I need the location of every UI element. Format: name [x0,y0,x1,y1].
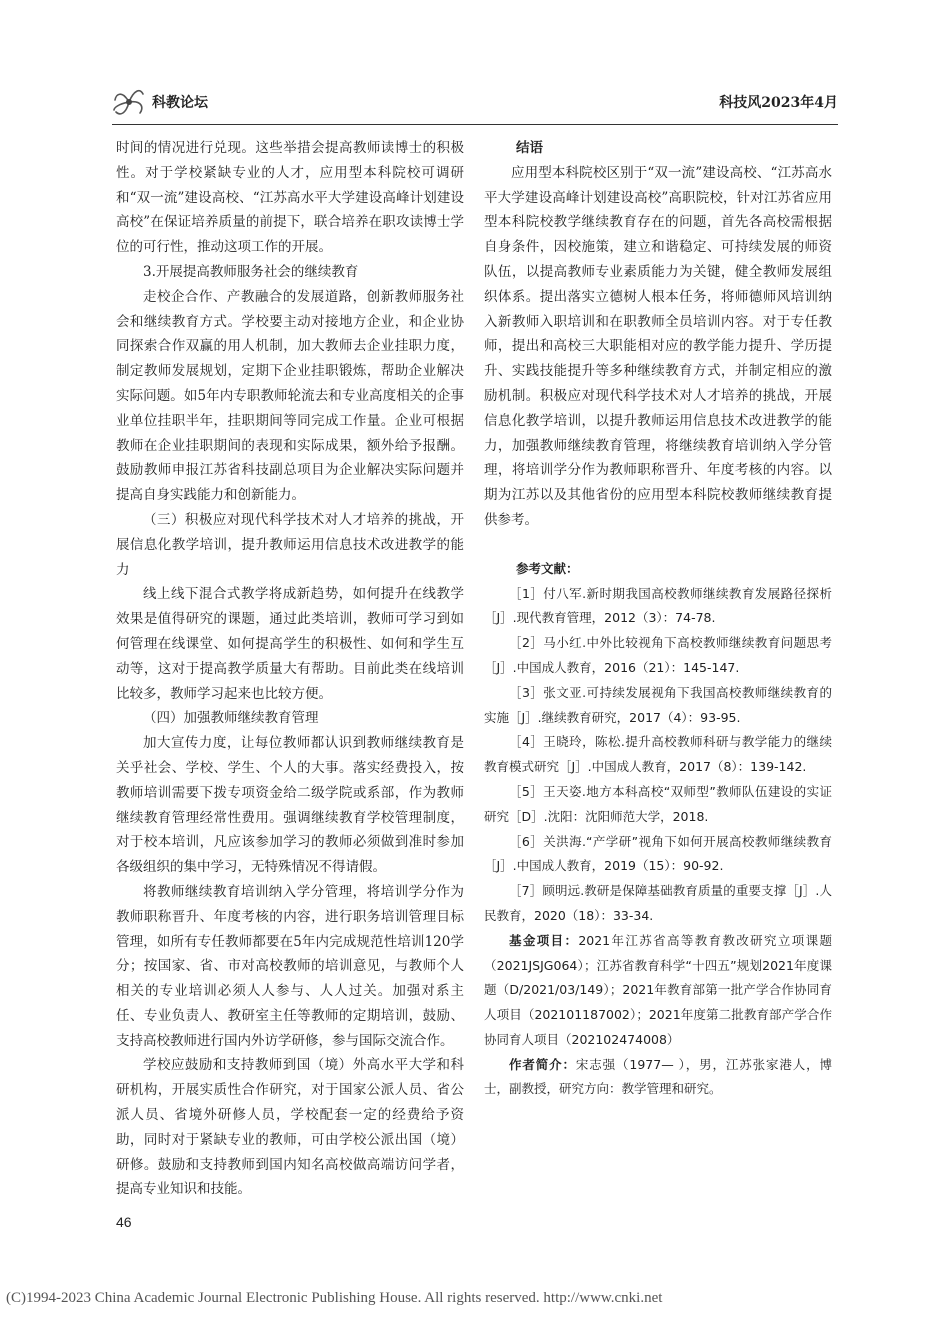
copyright-notice: (C)1994-2023 China Academic Journal Electronic Publishing House. All rights reserved. http://www.cnki.net [6,1290,663,1306]
conclusion-title: 结语 [516,140,543,156]
page-number: 46 [116,1214,132,1230]
conclusion-paragraph: 应用型本科院校区别于“双一流”建设高校、“江苏高水平大学建设高峰计划建设高校”高职院校，针对江苏省应用型本科院校教学继续教育存在的问题，首先各高校需根据自身条件，因校施策，建立和谐稳定、可持续发展的师资队伍，以提高教师专业素质能力为关键，健全教师发展组织体系。提出落实立德树人根本任务，将师德师风培训纳入新教师入职培训和在职教师全员培训内容。对于专任教师，提出和高校三大职能相对应的教学能力提升、学历提升、实践技能提升等多种继续教育方式，并制定相应的激励机制。积极应对现代科学技术对人才培养的挑战，开展信息化教学培训，以提升教师运用信息技术改进教学的能力，加强教师继续教育管理，将继续教育培训纳入学分管理，将培训学分作为教师职称晋升、年度考核的内容。以期为江苏以及其他省份的应用型本科院校教师继续教育提供参考。 [484,164,832,528]
section-heading: 3.开展提高教师服务社会的继续教育 [143,263,359,280]
reference-item: ［3］张文亚.可持续发展视角下我国高校教师继续教育的实施［J］.继续教育研究，2017（4）：93-95. [484,684,832,725]
header-rule [112,124,838,125]
fund-label: 基金项目： [509,932,579,948]
reference-item: ［7］顾明远.教研是保障基础教育质量的重要支撑［J］.人民教育，2020（18）：33-34. [484,883,832,923]
author-info [484,1053,832,1103]
paragraph: 加大宣传力度，让每位教师都认识到教师继续教育是关乎社会、学校、学生、个人的大事。落实经费投入，按教师培训需要下拨专项资金给二级学院或系部，作为教师继续教育管理经常性费用。强调继续教育学校管理制度，对于校本培训，凡应该参加学习的教师必须做到准时参加各级组织的集中学习，无特殊情况不得请假。 [116,735,464,876]
section-heading: （三）积极应对现代科学技术对人才培养的挑战，开展信息化教学培训，提升教师运用信息技术改进教学的能力 [116,511,464,578]
page-header [112,86,838,118]
author-text: 宋志强（1977— ），男，江苏张家港人，博士，副教授，研究方向：教学管理和研究。 [484,1056,832,1097]
reference-item: ［6］关洪海.“产学研”视角下如何开展高校教师继续教育［J］.中国成人教育，2019（15）：90-92. [484,833,832,874]
references-title: 参考文献： [516,560,579,576]
journal-name: 科教论坛 [152,95,208,111]
paragraph: 时间的情况进行兑现。这些举措会提高教师读博士的积极性。对于学校紧缺专业的人才，应用型本科院校可调研和“双一流”建设高校、“江苏高水平大学建设高峰计划建设高校”在保证培养质量的前提下，联合培养在职攻读博士学位的可行性，推动这项工作的开展。 [116,140,464,256]
paragraph: 学校应鼓励和支持教师到国（境）外高水平大学和科研机构，开展实质性合作研究，对于国家公派人员、省公派人员、省境外研修人员，学校配套一定的经费给予资助，同时对于紧缺专业的教师，可由学校公派出国（境）研修。鼓励和支持教师到国内知名高校做高端访问学者，提高专业知识和技能。 [116,1057,464,1198]
paragraph: 将教师继续教育培训纳入学分管理，将培训学分作为教师职称晋升、年度考核的内容，进行职务培训管理目标管理，如所有专任教师都要在5年内完成规范性培训120学分；按国家、省、市对高校教师的培训意见，与教师个人相关的专业培训必须人人参与、人人过关。加强对系主任、专业负责人、教研室主任等教师的定期培训，鼓励、支持高校教师进行国内外访学研修，参与国际交流合作。 [116,883,464,1049]
journal-logo-icon [112,86,146,118]
references [484,557,832,1103]
author-label: 作者简介： [509,1056,576,1072]
paragraph: 走校企合作、产教融合的发展道路，创新教师服务社会和继续教育方式。学校要主动对接地方企业，和企业协同探索合作双赢的用人机制，加大教师去企业挂职力度，制定教师发展规划，定期下企业挂职锻炼，帮助企业解决实际问题。如5年内专职教师轮流去和专业高度相关的企事业单位挂职半年，挂职期间等同完成工作量。企业可根据教师在企业挂职期间的表现和实际成果，额外给予报酬。鼓励教师申报江苏省科技副总项目为企业解决实际问题并提高自身实践能力和创新能力。 [116,288,464,504]
paragraph: 线上线下混合式教学将成新趋势，如何提升在线教学效果是值得研究的课题，通过此类培训，教师可学习到如何管理在线课堂、如何提高学生的积极性、如何和学生互动等，这对于提高教学质量大有帮助。目前此类在线培训比较多，教师学习起来也比较方便。 [116,586,464,702]
reference-item: ［4］王晓玲，陈松.提升高校教师科研与教学能力的继续教育模式研究［J］.中国成人教育，2017（8）：139-142. [484,734,832,775]
reference-item: ［5］王天姿.地方本科高校“双师型”教师队伍建设的实证研究［D］.沈阳：沈阳师范大学，2018. [484,783,832,824]
reference-item: ［1］付八军.新时期我国高校教师继续教育发展路径探析［J］.现代教育管理，2012（3）：74-78. [484,585,832,626]
right-column [484,136,832,1102]
left-column [116,136,464,1202]
section-heading: （四）加强教师继续教育管理 [143,710,319,727]
journal-issue: 科技风2023年4月 [719,95,838,111]
reference-item: ［2］马小红.中外比较视角下高校教师继续教育问题思考［J］.中国成人教育，2016（21）：145-147. [484,635,832,675]
fund-text: 2021年江苏省高等教育教改研究立项课题（2021JSJG064）；江苏省教育科学“十四五”规划2021年度课题（D/2021/03/149）；2021年教育部第一批产学合作协同育人项目（202101187002）；2021年度第二批教育部产学合作协同育人项目（202102474008） [484,932,832,1047]
fund-info [484,929,832,1053]
